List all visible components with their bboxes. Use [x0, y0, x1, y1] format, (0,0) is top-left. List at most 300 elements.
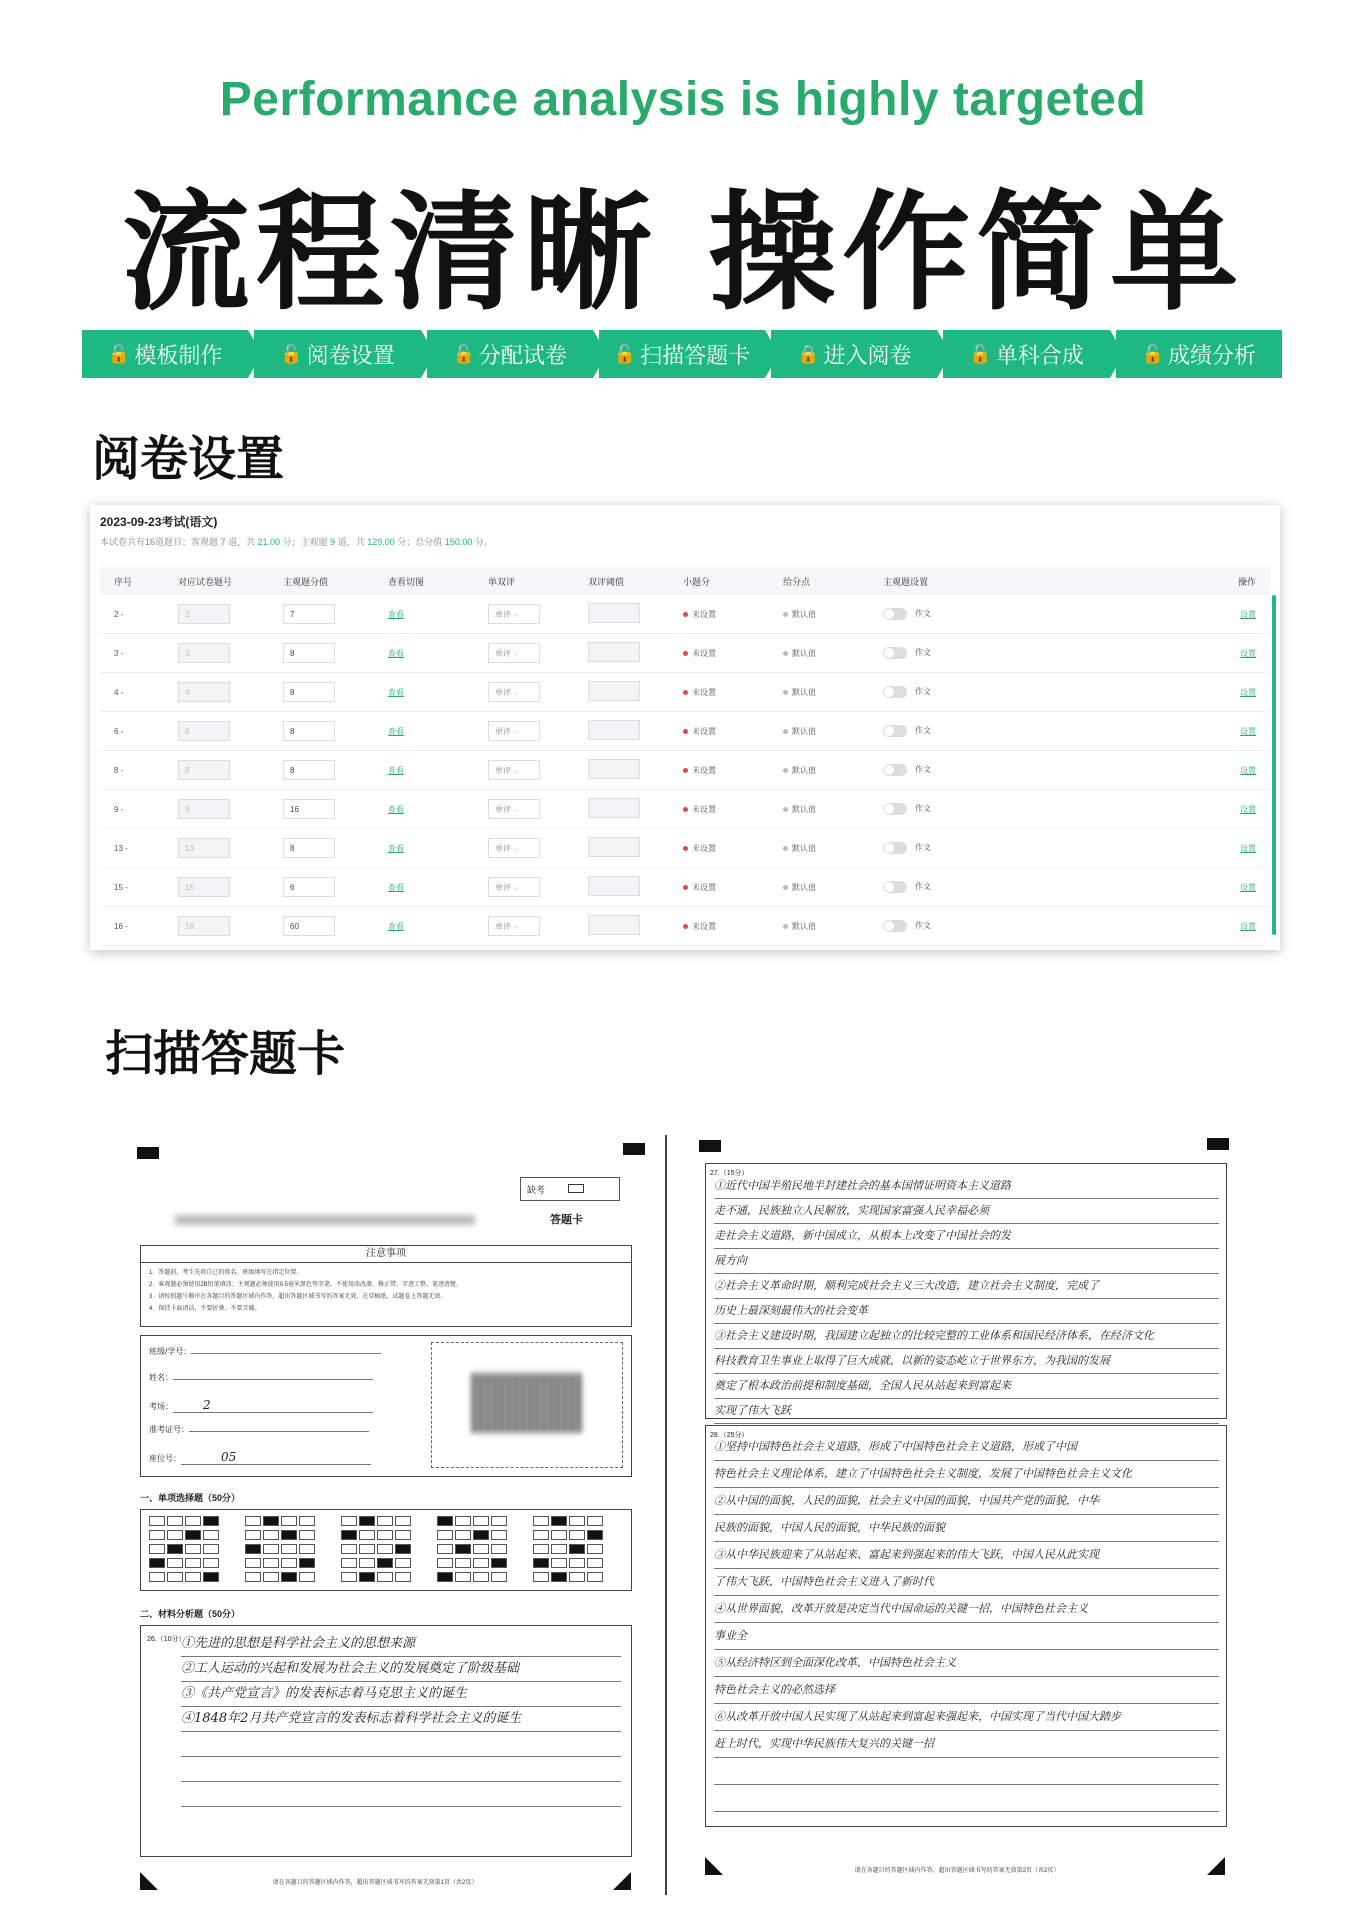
info-field: 班级/学号：: [149, 1346, 409, 1372]
status-dot-icon: [683, 924, 688, 929]
mc-bubble: [395, 1558, 411, 1568]
status-dot-icon: [783, 729, 788, 734]
mc-bubble: [377, 1544, 393, 1554]
essay-toggle[interactable]: [883, 686, 907, 698]
mc-bubble: [491, 1544, 507, 1554]
mc-bubble: [569, 1572, 585, 1582]
status-dot-icon: [783, 924, 788, 929]
table-row: [100, 790, 1270, 829]
mode-select[interactable]: 单评 ⌵: [488, 760, 540, 780]
step-label: 扫描答题卡: [640, 342, 751, 368]
essay-toggle[interactable]: [883, 764, 907, 776]
mc-bubble: [437, 1530, 453, 1540]
mc-question: [149, 1572, 219, 1582]
question-label: 28.（25分）: [710, 1432, 749, 1439]
threshold-input[interactable]: [588, 720, 640, 740]
scoring-point-status: 默认值: [769, 726, 869, 737]
score-input[interactable]: 8: [283, 838, 335, 858]
score-input[interactable]: 16: [283, 799, 335, 819]
table-row: [100, 907, 1270, 946]
handwritten-answer: ⑤从经济特区到全面深化改革，中国特色社会主义: [714, 1650, 1219, 1677]
sheet-title-blurred: [175, 1215, 475, 1225]
col-header: 单双评: [488, 576, 516, 587]
mc-bubble: [395, 1516, 411, 1526]
settings-link[interactable]: 设置: [1240, 726, 1256, 736]
essay-label: 作文: [915, 804, 931, 814]
question-label: 27.（15分）: [710, 1170, 749, 1177]
mc-question: [341, 1544, 411, 1554]
mc-question: [245, 1544, 315, 1554]
mc-bubble: [185, 1572, 201, 1582]
row-number: 8 -: [114, 765, 124, 775]
essay-toggle[interactable]: [883, 725, 907, 737]
mode-select[interactable]: 单评 ⌵: [488, 838, 540, 858]
table-row: [100, 868, 1270, 907]
threshold-input[interactable]: [588, 759, 640, 779]
mc-bubble: [551, 1544, 567, 1554]
mc-bubble: [455, 1516, 471, 1526]
step-label: 分配试卷: [478, 342, 567, 368]
mc-bubble: [587, 1516, 603, 1526]
mc-question: [437, 1572, 507, 1582]
settings-link[interactable]: 设置: [1240, 648, 1256, 658]
mc-question: [149, 1544, 219, 1554]
mc-bubble: [533, 1530, 549, 1540]
mode-select[interactable]: 单评 ⌵: [488, 799, 540, 819]
mc-bubble: [185, 1516, 201, 1526]
threshold-input[interactable]: [588, 642, 640, 662]
notice-line: 4．保持卡面清洁，不要折叠、不要弄破。: [149, 1306, 261, 1312]
mc-bubble: [149, 1516, 165, 1526]
section-title-marking: 阅卷设置: [92, 431, 285, 487]
question-number-input: 9: [178, 799, 230, 819]
mc-bubble: [587, 1544, 603, 1554]
view-slice-link[interactable]: 查看: [388, 648, 404, 658]
unlock-icon: 🔓: [613, 343, 637, 364]
threshold-input[interactable]: [588, 798, 640, 818]
mc-bubble: [569, 1516, 585, 1526]
mc-question: [149, 1530, 219, 1540]
handwritten-answer: 特色社会主义理论体系，建立了中国特色社会主义制度，发展了中国特色社会主义文化: [714, 1461, 1219, 1488]
mc-bubble: [455, 1572, 471, 1582]
mc-bubble: [569, 1558, 585, 1568]
settings-link[interactable]: 设置: [1240, 921, 1256, 931]
sheet-footer: 请在各题目的答题区域内作答，超出答题区域书写的答案无效第1页（共2页）: [272, 1880, 478, 1886]
mc-bubble: [185, 1558, 201, 1568]
barcode: [472, 1373, 582, 1433]
mc-question: [149, 1558, 219, 1568]
settings-table: [100, 567, 1270, 946]
view-slice-link[interactable]: 查看: [388, 687, 404, 697]
mc-bubble: [551, 1516, 567, 1526]
mc-bubble: [473, 1558, 489, 1568]
handwritten-answer: 奠定了根本政治前提和制度基础，全国人民从站起来到富起来: [714, 1374, 1219, 1399]
chevron-down-icon: ⌵: [513, 766, 520, 775]
status-dot-icon: [683, 885, 688, 890]
handwritten-answer: ②社会主义革命时期，顺利完成社会主义三大改造，建立社会主义制度，完成了: [714, 1274, 1219, 1299]
view-slice-link[interactable]: 查看: [388, 726, 404, 736]
mode-select[interactable]: 单评 ⌵: [488, 604, 540, 624]
mc-bubble: [533, 1516, 549, 1526]
handwritten-answer: ③社会主义建设时期，我国建立起独立的比较完整的工业体系和国民经济体系，在经济文化: [714, 1324, 1219, 1349]
mc-bubble: [377, 1558, 393, 1568]
alignment-mark: [1207, 1138, 1229, 1150]
mc-question: [341, 1530, 411, 1540]
mc-bubble: [203, 1572, 219, 1582]
table-row: [100, 829, 1270, 868]
q27-answer-box: [705, 1163, 1227, 1419]
mc-bubble: [491, 1572, 507, 1582]
step-analysis[interactable]: [1116, 330, 1282, 378]
scoring-point-status: 默认值: [769, 882, 869, 893]
sub-score-status: 未设置: [669, 609, 769, 620]
essay-label: 作文: [915, 921, 931, 931]
status-dot-icon: [683, 846, 688, 851]
mc-bubble: [281, 1516, 297, 1526]
status-dot-icon: [683, 690, 688, 695]
essay-toggle[interactable]: [883, 608, 907, 620]
row-number: 16 -: [114, 921, 128, 931]
mc-bubble: [281, 1558, 297, 1568]
alignment-mark: [623, 1143, 645, 1155]
mc-bubble: [533, 1558, 549, 1568]
threshold-input[interactable]: [588, 876, 640, 896]
status-dot-icon: [783, 846, 788, 851]
mode-select[interactable]: 单评 ⌵: [488, 643, 540, 663]
answer-sheet-right: [665, 1135, 1247, 1895]
settings-link[interactable]: 设置: [1240, 765, 1256, 775]
score-input[interactable]: 8: [283, 760, 335, 780]
mode-select[interactable]: 单评 ⌵: [488, 916, 540, 936]
status-dot-icon: [783, 807, 788, 812]
essay-toggle[interactable]: [883, 881, 907, 893]
handwritten-answer: 了伟大飞跃，中国特色社会主义进入了新时代: [714, 1569, 1219, 1596]
col-header: 主观题设置: [883, 576, 929, 587]
view-slice-link[interactable]: 查看: [388, 765, 404, 775]
handwritten-answer: 展方向: [714, 1249, 1219, 1274]
essay-label: 作文: [915, 687, 931, 697]
unlock-icon: 🔓: [107, 343, 131, 364]
scoring-point-status: 默认值: [769, 609, 869, 620]
mc-bubble: [263, 1530, 279, 1540]
row-number: 2 -: [114, 609, 124, 619]
mc-section-title: 一、单项选择题（50分）: [140, 1493, 241, 1503]
mc-question: [437, 1558, 507, 1568]
mc-bubble: [473, 1530, 489, 1540]
mc-question: [437, 1516, 507, 1526]
status-dot-icon: [683, 612, 688, 617]
essay-label: 作文: [915, 882, 931, 892]
scoring-point-status: 默认值: [769, 921, 869, 932]
handwritten-answer: 历史上最深刻最伟大的社会变革: [714, 1299, 1219, 1324]
col-header[interactable]: 序号: [114, 576, 133, 587]
mc-bubble: [569, 1530, 585, 1540]
process-steps: [82, 330, 1282, 378]
step-assign[interactable]: [427, 330, 593, 378]
mc-bubble: [167, 1558, 183, 1568]
mc-bubble: [167, 1544, 183, 1554]
info-field: 座位号： 05: [149, 1450, 409, 1476]
mc-bubble: [533, 1544, 549, 1554]
handwritten-answer: ③《共产党宣言》的发表标志着马克思主义的诞生: [181, 1682, 621, 1707]
table-row: [100, 712, 1270, 751]
mc-bubble: [263, 1544, 279, 1554]
mode-select[interactable]: 单评 ⌵: [488, 877, 540, 897]
question-number-input: 8: [178, 760, 230, 780]
scoring-point-status: 默认值: [769, 687, 869, 698]
mc-bubble: [473, 1544, 489, 1554]
mc-bubble: [455, 1558, 471, 1568]
mc-bubble: [263, 1516, 279, 1526]
essay-toggle[interactable]: [883, 803, 907, 815]
step-label: 模板制作: [134, 342, 223, 368]
col-header: 小题分: [683, 576, 711, 587]
mc-bubble: [587, 1572, 603, 1582]
mc-question: [533, 1558, 603, 1568]
step-enter-marking[interactable]: [771, 330, 937, 378]
handwritten-answer: 事业全: [714, 1623, 1219, 1650]
handwritten-answer: ④从世界面貌，改革开放是决定当代中国命运的关键一招，中国特色社会主义: [714, 1596, 1219, 1623]
mc-bubble: [167, 1516, 183, 1526]
col-header: 对应试卷题号: [178, 576, 233, 587]
mc-question: [341, 1558, 411, 1568]
mc-bubble-grid: [140, 1509, 632, 1591]
absent-stamp-box: 缺考: [520, 1177, 620, 1201]
threshold-input[interactable]: [588, 603, 640, 623]
status-dot-icon: [783, 885, 788, 890]
mc-bubble: [341, 1516, 357, 1526]
mc-bubble: [341, 1530, 357, 1540]
chevron-down-icon: ⌵: [513, 727, 520, 736]
status-dot-icon: [683, 807, 688, 812]
mc-bubble: [245, 1572, 261, 1582]
mc-bubble: [587, 1530, 603, 1540]
headline: 流程清晰 操作简单: [121, 179, 1245, 328]
mc-question: [533, 1530, 603, 1540]
settings-link[interactable]: 设置: [1240, 804, 1256, 814]
sheet-title: 答题卡: [550, 1214, 583, 1226]
mc-bubble: [149, 1530, 165, 1540]
essay-answer-box: [140, 1625, 632, 1857]
settings-link[interactable]: 设置: [1240, 609, 1256, 619]
alignment-mark: [699, 1140, 721, 1152]
essay-label: 作文: [915, 726, 931, 736]
essay-toggle[interactable]: [883, 842, 907, 854]
view-slice-link[interactable]: 查看: [388, 921, 404, 931]
mc-bubble: [203, 1544, 219, 1554]
score-input[interactable]: 6: [283, 877, 335, 897]
sub-score-status: 未设置: [669, 765, 769, 776]
mc-bubble: [395, 1530, 411, 1540]
mc-bubble: [455, 1544, 471, 1554]
mc-bubble: [245, 1516, 261, 1526]
scoring-point-status: 默认值: [769, 765, 869, 776]
step-marking-settings[interactable]: [254, 330, 420, 378]
mc-bubble: [359, 1530, 375, 1540]
exam-summary: 本试卷共有16道题目；客观题 7 道，共 21.00 分；主观题 9 道，共 129.00 分；总分值 150.00 分。: [100, 537, 493, 547]
mc-question: [437, 1544, 507, 1554]
question-label: 26.（10分）: [147, 1636, 186, 1643]
score-input[interactable]: 60: [283, 916, 335, 936]
notice-line: 3．请按照题号顺序在各题目的答题区域内作答，超出答题区域书写的答案无效，在草稿纸、试题卷上答题无效。: [149, 1294, 447, 1300]
mc-bubble: [299, 1544, 315, 1554]
view-slice-link[interactable]: 查看: [388, 804, 404, 814]
step-label: 阅卷设置: [306, 342, 395, 368]
mc-bubble: [341, 1572, 357, 1582]
mc-bubble: [167, 1572, 183, 1582]
status-dot-icon: [783, 768, 788, 773]
mc-question: [533, 1544, 603, 1554]
score-input[interactable]: 7: [283, 604, 335, 624]
chevron-down-icon: ⌵: [513, 649, 520, 658]
step-merge[interactable]: [943, 330, 1109, 378]
essay-label: 作文: [915, 609, 931, 619]
mc-bubble: [263, 1572, 279, 1582]
settings-link[interactable]: 设置: [1240, 687, 1256, 697]
mc-bubble: [359, 1572, 375, 1582]
exam-title: 2023-09-23考试(语文): [100, 515, 218, 529]
sheet-footer: 请在各题目的答题区域内作答，超出答题区域书写的答案无效第2页（共2页）: [854, 1868, 1060, 1874]
col-header: 主观题分值: [283, 576, 329, 587]
section-title-scan: 扫描答题卡: [105, 1026, 346, 1082]
notice-box: [140, 1245, 632, 1327]
table-body: [100, 595, 1270, 946]
unlock-icon: 🔓: [452, 343, 475, 364]
settings-link[interactable]: 设置: [1240, 843, 1256, 853]
mc-bubble: [437, 1544, 453, 1554]
mc-question: [245, 1516, 315, 1526]
sub-score-status: 未设置: [669, 921, 769, 932]
question-number-input: 15: [178, 877, 230, 897]
step-template[interactable]: [82, 330, 248, 378]
step-label: 单科合成: [995, 342, 1084, 368]
mc-bubble: [491, 1530, 507, 1540]
row-number: 4 -: [114, 687, 124, 697]
mc-bubble: [437, 1572, 453, 1582]
question-number-input: 6: [178, 721, 230, 741]
essay-label: 作文: [915, 843, 931, 853]
chevron-down-icon: ⌵: [513, 844, 520, 853]
mc-bubble: [281, 1572, 297, 1582]
mc-bubble: [245, 1558, 261, 1568]
score-input[interactable]: 8: [283, 682, 335, 702]
unlock-icon: 🔓: [969, 343, 992, 364]
unlock-icon: 🔓: [280, 343, 303, 364]
info-field: 准考证号：: [149, 1424, 409, 1450]
notice-line: 2．客观题必须使用2B铅笔填涂；主观题必须使用0.5毫米黑色签字笔，不使用涂改液、修正带，字迹工整、笔迹清楚。: [149, 1282, 463, 1288]
settings-link[interactable]: 设置: [1240, 882, 1256, 892]
mc-bubble: [299, 1516, 315, 1526]
mc-bubble: [203, 1558, 219, 1568]
score-input[interactable]: 8: [283, 721, 335, 741]
mc-question: [149, 1516, 219, 1526]
status-dot-icon: [783, 651, 788, 656]
score-input[interactable]: 8: [283, 643, 335, 663]
mc-bubble: [473, 1516, 489, 1526]
mc-bubble: [245, 1530, 261, 1540]
mc-bubble: [149, 1544, 165, 1554]
mc-bubble: [149, 1558, 165, 1568]
status-dot-icon: [783, 612, 788, 617]
question-number-input: 3: [178, 643, 230, 663]
mc-bubble: [299, 1530, 315, 1540]
mc-bubble: [551, 1572, 567, 1582]
question-number-input: 13: [178, 838, 230, 858]
scrollbar[interactable]: [1272, 595, 1276, 935]
handwritten-answer: ②工人运动的兴起和发展为社会主义的发展奠定了阶级基础: [181, 1657, 621, 1682]
mode-select[interactable]: 单评 ⌵: [488, 721, 540, 741]
notice-line: 1．答题前，考生先将自己的姓名、班级填写在指定位置。: [149, 1270, 303, 1276]
mc-bubble: [491, 1558, 507, 1568]
handwritten-answer: ③从中华民族迎来了从站起来、富起来到强起来的伟大飞跃，中国人民从此实现: [714, 1542, 1219, 1569]
mc-bubble: [359, 1558, 375, 1568]
row-number: 9 -: [114, 804, 124, 814]
view-slice-link[interactable]: 查看: [388, 843, 404, 853]
chevron-down-icon: ⌵: [513, 883, 520, 892]
mc-bubble: [245, 1544, 261, 1554]
mc-bubble: [587, 1558, 603, 1568]
row-number: 13 -: [114, 843, 128, 853]
mc-bubble: [185, 1544, 201, 1554]
mc-bubble: [341, 1558, 357, 1568]
notice-title: 注意事项: [141, 1246, 631, 1263]
sub-score-status: 未设置: [669, 804, 769, 815]
handwritten-answer: ④1848年2月共产党宣言的发表标志着科学社会主义的诞生: [181, 1707, 621, 1732]
row-number: 3 -: [114, 648, 124, 658]
threshold-input[interactable]: [588, 915, 640, 935]
status-dot-icon: [683, 729, 688, 734]
table-row: [100, 634, 1270, 673]
step-label: 进入阅卷: [823, 342, 912, 368]
mc-bubble: [203, 1530, 219, 1540]
table-row: [100, 751, 1270, 790]
lock-icon: 🔒: [797, 343, 820, 364]
mc-bubble: [437, 1558, 453, 1568]
mc-bubble: [167, 1530, 183, 1540]
mc-bubble: [473, 1572, 489, 1582]
mc-question: [341, 1572, 411, 1582]
mc-bubble: [491, 1516, 507, 1526]
question-number-input: 16: [178, 916, 230, 936]
mc-bubble: [359, 1544, 375, 1554]
status-dot-icon: [683, 768, 688, 773]
view-slice-link[interactable]: 查看: [388, 609, 404, 619]
threshold-input[interactable]: [588, 837, 640, 857]
view-slice-link[interactable]: 查看: [388, 882, 404, 892]
mode-select[interactable]: 单评 ⌵: [488, 682, 540, 702]
row-number: 6 -: [114, 726, 124, 736]
scoring-point-status: 默认值: [769, 648, 869, 659]
mc-bubble: [455, 1530, 471, 1540]
handwritten-answer: 走不通，民族独立人民解放，实现国家富强人民幸福必须: [714, 1199, 1219, 1224]
step-scan[interactable]: [599, 330, 765, 378]
handwritten-answer: ⑥从改革开放中国人民实现了从站起来到富起来强起来，中国实现了当代中国大踏步: [714, 1704, 1219, 1731]
chevron-down-icon: ⌵: [513, 688, 520, 697]
mc-bubble: [359, 1516, 375, 1526]
mc-bubble: [149, 1572, 165, 1582]
mc-question: [533, 1516, 603, 1526]
step-label: 成绩分析: [1168, 342, 1257, 368]
mc-bubble: [377, 1516, 393, 1526]
scoring-point-status: 默认值: [769, 804, 869, 815]
essay-section-title: 二、材料分析题（50分）: [140, 1609, 241, 1619]
essay-toggle[interactable]: [883, 647, 907, 659]
unlock-icon: 🔓: [1141, 343, 1165, 364]
threshold-input[interactable]: [588, 681, 640, 701]
essay-toggle[interactable]: [883, 920, 907, 932]
marking-settings-panel: [90, 505, 1280, 950]
q28-answer-box: [705, 1425, 1227, 1827]
